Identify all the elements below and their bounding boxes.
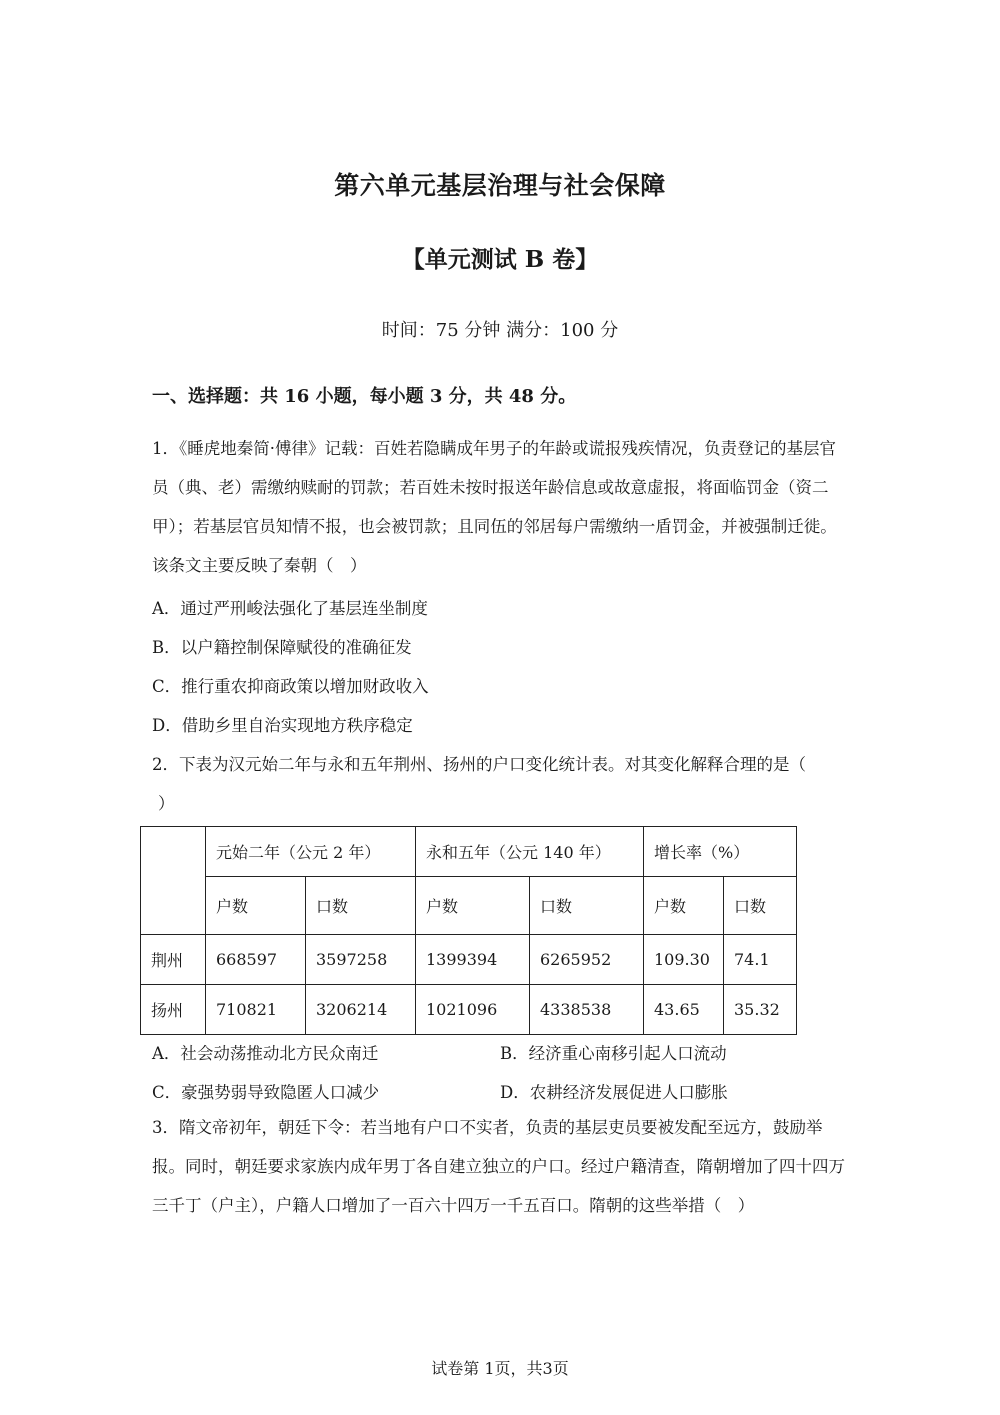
table-sub-header: 户数 (416, 877, 530, 935)
table-region-cell: 扬州 (141, 985, 206, 1035)
table-cell: 35.32 (724, 985, 797, 1035)
question-1-option-d: D．借助乡里自治实现地方秩序稳定 (152, 716, 413, 735)
table-cell: 74.1 (724, 935, 797, 985)
table-cell: 6265952 (530, 935, 644, 985)
table-cell: 43.65 (644, 985, 724, 1035)
table-cell: 3206214 (306, 985, 416, 1035)
table-row (141, 935, 797, 985)
document-subtitle: 【单元测试 B 卷】 (401, 246, 599, 273)
table-sub-header: 户数 (206, 877, 306, 935)
question-2-option-b: B．经济重心南移引起人口流动 (500, 1044, 727, 1063)
table-region-cell: 荆州 (141, 935, 206, 985)
section-heading: 一、选择题：共 16 小题，每小题 3 分，共 48 分。 (152, 386, 577, 407)
table-group-header-row (141, 827, 797, 877)
table-cell: 668597 (206, 935, 306, 985)
table-sub-header: 口数 (724, 877, 797, 935)
table-group-header: 增长率（%） (644, 827, 797, 877)
table-sub-header: 口数 (306, 877, 416, 935)
document-title: 第六单元基层治理与社会保障 (334, 171, 666, 200)
table-cell: 109.30 (644, 935, 724, 985)
question-2-stem: 2．下表为汉元始二年与永和五年荆州、扬州的户口变化统计表。对其变化解释合理的是（ (152, 755, 806, 774)
question-1-option-c: C．推行重农抑商政策以增加财政收入 (152, 677, 429, 696)
table-group-header: 元始二年（公元 2 年） (206, 827, 416, 877)
table-sub-header: 户数 (644, 877, 724, 935)
table-sub-header-row (141, 877, 797, 935)
table-corner-cell (141, 827, 206, 935)
table-cell: 1399394 (416, 935, 530, 985)
question-1-option-a: A．通过严刑峻法强化了基层连坐制度 (152, 599, 428, 618)
question-2-option-c: C．豪强势弱导致隐匿人口减少 (152, 1083, 380, 1102)
question-3-stem: 3．隋文帝初年，朝廷下令：若当地有户口不实者，负责的基层吏员要被发配至远方，鼓励举报。同时，朝廷要求家族内成年男丁各自建立独立的户口。经过户籍清查，隋朝增加了四十四万三千丁（户主），户籍人口增加了一百六十四万一千五百口。隋朝的这些举措（ ） (152, 1118, 845, 1215)
table-group-header: 永和五年（公元 140 年） (416, 827, 644, 877)
question-2-option-d: D．农耕经济发展促进人口膨胀 (500, 1083, 728, 1102)
question-1-option-b: B．以户籍控制保障赋役的准确征发 (152, 638, 412, 657)
exam-meta: 时间：75 分钟 满分：100 分 (381, 320, 619, 341)
population-table (140, 826, 797, 1035)
table-cell: 1021096 (416, 985, 530, 1035)
question-1-stem: 1．《睡虎地秦简·傅律》记载：百姓若隐瞒成年男子的年龄或谎报残疾情况，负责登记的基层官员（典、老）需缴纳赎耐的罚款；若百姓未按时报送年龄信息或故意虚报，将面临罚金（资二甲）；若基层官员知情不报，也会被罚款；且同伍的邻居每户需缴纳一盾罚金，并被强制迁徙。该条文主要反映了秦朝（ ） (152, 439, 837, 575)
question-2-stem-end: ） (158, 794, 175, 813)
table-sub-header: 口数 (530, 877, 644, 935)
table-cell: 710821 (206, 985, 306, 1035)
table-row (141, 985, 797, 1035)
page-footer: 试卷第 1页，共3页 (431, 1359, 569, 1378)
question-2-option-a: A．社会动荡推动北方民众南迁 (152, 1044, 379, 1063)
table-cell: 4338538 (530, 985, 644, 1035)
table-cell: 3597258 (306, 935, 416, 985)
